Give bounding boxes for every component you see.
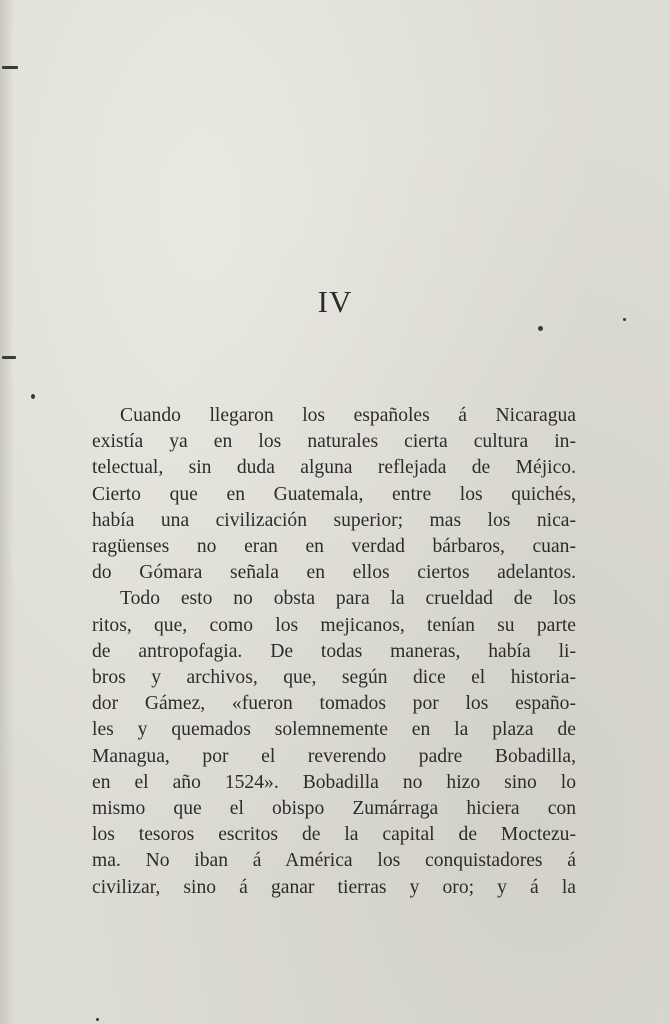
text-line: Todo esto no obsta para la crueldad de los <box>120 588 576 610</box>
text-line: Cierto que en Guatemala, entre los quichés, <box>92 483 576 505</box>
text-line: ragüenses no eran en verdad bárbaros, cuan- <box>92 536 576 558</box>
text-line: los tesoros escritos de la capital de Moctezu- <box>92 824 576 846</box>
text-line: telectual, sin duda alguna reflejada de Méjico. <box>92 457 576 479</box>
text-line: había una civilización superior; mas los nica- <box>92 509 576 531</box>
ink-speck <box>2 356 16 359</box>
text-line: bros y archivos, que, según dice el historia- <box>92 667 576 689</box>
text-line: en el año 1524». Bobadilla no hizo sino lo <box>92 771 576 793</box>
text-line: ma. No iban á América los conquistadores á <box>92 850 576 872</box>
text-line: Cuando llegaron los españoles á Nicaragua <box>120 405 576 426</box>
text-line: civilizar, sino á ganar tierras y oro; y á la <box>92 876 576 898</box>
page-binding-edge <box>0 0 14 1024</box>
ink-speck <box>2 66 18 69</box>
text-line: ritos, que, como los mejicanos, tenían su parte <box>92 614 576 636</box>
chapter-heading: IV <box>317 284 353 319</box>
text-line: do Gómara señala en ellos ciertos adelantos. <box>92 562 576 584</box>
text-line: dor Gámez, «fueron tomados por los españo- <box>92 693 576 715</box>
text-line: les y quemados solemnemente en la plaza de <box>92 719 576 741</box>
ink-speck <box>538 326 543 331</box>
text-line: de antropofagia. De todas maneras, había li- <box>92 640 576 662</box>
body-text <box>92 403 576 901</box>
text-line: existía ya en los naturales cierta cultura in- <box>92 431 576 453</box>
text-line: Managua, por el reverendo padre Bobadilla, <box>92 745 576 767</box>
ink-speck <box>31 394 35 399</box>
ink-speck <box>96 1018 99 1021</box>
text-line: mismo que el obispo Zumárraga hiciera con <box>92 798 576 820</box>
